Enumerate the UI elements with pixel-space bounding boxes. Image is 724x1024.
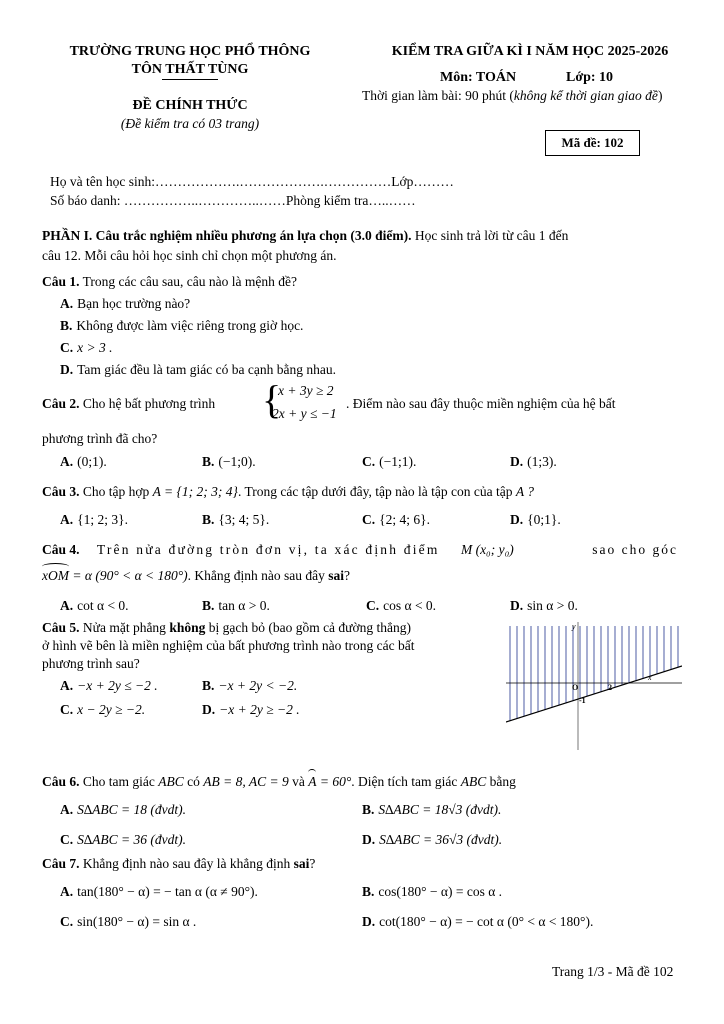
q4-option-c-text: cos α < 0. bbox=[383, 598, 437, 613]
time-suffix: ) bbox=[657, 88, 663, 103]
q7-option-a-text: tan(180° − α) = − tan α (α ≠ 90°). bbox=[77, 884, 258, 899]
q4-option-b[interactable]: B. tan α > 0. bbox=[202, 598, 270, 613]
q3-text-post: . Trong các tập dưới đây, tập nào là tập con của tập bbox=[237, 484, 513, 499]
q3-text-pre: Cho tập hợp bbox=[82, 484, 150, 499]
q1-option-a[interactable]: A. Bạn học trường nào? bbox=[60, 296, 191, 311]
q2-option-c-text: (−1;1). bbox=[379, 454, 417, 469]
q6-equals: bằng bbox=[489, 774, 516, 789]
q2-eq1: x + 3y ≥ 2 bbox=[278, 383, 334, 398]
q5-option-d[interactable]: D. −x + 2y ≥ −2 . bbox=[202, 702, 300, 717]
student-id-line: Số báo danh: ……………..…………..……Phòng kiểm tra…..…… bbox=[50, 193, 416, 208]
q4-option-a[interactable]: A. cot α < 0. bbox=[60, 598, 129, 613]
q7-option-d[interactable]: D. cot(180° − α) = − cot α (0° < α < 180°). bbox=[362, 914, 594, 929]
q2-option-a[interactable]: A. (0;1). bbox=[60, 454, 107, 469]
q7-number: Câu 7. bbox=[42, 856, 80, 871]
student-name-line: Họ và tên học sinh:……………….……………….……………Lớp……… bbox=[50, 174, 454, 189]
q5-option-a-text: −x + 2y ≤ −2 . bbox=[77, 678, 158, 693]
q5-graph bbox=[506, 622, 682, 750]
q1-stem bbox=[42, 274, 297, 290]
q3-option-a[interactable]: A. {1; 2; 3}. bbox=[60, 512, 128, 527]
q5-stem-line3: phương trình sau? bbox=[42, 656, 140, 671]
q4-sai: sai bbox=[328, 568, 345, 583]
q1-number: Câu 1. bbox=[42, 274, 80, 289]
q4-option-c[interactable]: C. cos α < 0. bbox=[366, 598, 437, 613]
q5-stem-line1 bbox=[42, 620, 411, 636]
time-italic: không kể thời gian giao đề bbox=[513, 88, 658, 103]
q4-point: M (x₀; y₀) bbox=[460, 542, 514, 557]
official-label: ĐỀ CHÍNH THỨC bbox=[132, 98, 248, 113]
q6-stem bbox=[42, 774, 516, 790]
q4-option-d-text: sin α > 0. bbox=[527, 598, 578, 613]
q7-option-c[interactable]: C. sin(180° − α) = sin α . bbox=[60, 914, 197, 929]
q2-text-post: . Điểm nào sau đây thuộc miền nghiệm của hệ bất bbox=[346, 396, 616, 411]
q5-l1-post: bị gạch bỏ (bao gồm cả đường thẳng) bbox=[208, 620, 411, 635]
q3-stem bbox=[42, 484, 534, 500]
q5-graph-hatching bbox=[510, 626, 678, 721]
q6-and: và bbox=[292, 774, 305, 789]
q4-stem-line1 bbox=[42, 542, 682, 558]
part1-header bbox=[42, 228, 568, 244]
time-prefix: Thời gian làm bài: 90 phút ( bbox=[362, 88, 514, 103]
q6-option-a[interactable]: A. S∆ABC = 18 (đvdt). bbox=[60, 802, 186, 817]
q4-number: Câu 4. bbox=[42, 542, 80, 557]
q5-graph-y-tick: -1 bbox=[579, 696, 586, 705]
q3-option-b[interactable]: B. {3; 4; 5}. bbox=[202, 512, 270, 527]
q4-stem-line2 bbox=[42, 568, 350, 584]
q4-option-a-text: cot α < 0. bbox=[77, 598, 129, 613]
q6-triangle: ABC bbox=[158, 774, 184, 789]
q1-option-d[interactable]: D. Tam giác đều là tam giác có ba cạnh bằng nhau. bbox=[60, 362, 336, 377]
q5-graph-origin-label: O bbox=[572, 683, 579, 692]
q1-option-c-text: x > 3 . bbox=[77, 340, 113, 355]
q3-number: Câu 3. bbox=[42, 484, 80, 499]
q2-eq2: 2x + y ≤ −1 bbox=[272, 406, 337, 421]
q3-option-c[interactable]: C. {2; 4; 6}. bbox=[362, 512, 430, 527]
q2-option-d-text: (1;3). bbox=[527, 454, 557, 469]
q6-triangle-2: ABC bbox=[460, 774, 487, 789]
q2-text-pre: Cho hệ bất phương trình bbox=[82, 396, 216, 411]
q1-option-b-text: Không được làm việc riêng trong giờ học. bbox=[76, 318, 304, 333]
subject: Môn: TOÁN bbox=[440, 70, 517, 85]
q1-option-c[interactable]: C. x > 3 . bbox=[60, 340, 113, 355]
q3-option-a-text: {1; 2; 3}. bbox=[77, 512, 128, 527]
part1-title: PHẦN I. Câu trắc nghiệm nhiều phương án lựa chọn (3.0 điểm). bbox=[42, 228, 412, 243]
q7-text-pre: Khẳng định nào sau đây là khẳng định bbox=[82, 856, 291, 871]
q7-option-b[interactable]: B. cos(180° − α) = cos α . bbox=[362, 884, 503, 899]
q3-option-c-text: {2; 4; 6}. bbox=[379, 512, 430, 527]
q3-option-b-text: {3; 4; 5}. bbox=[218, 512, 270, 527]
q1-text: Trong các câu sau, câu nào là mệnh đề? bbox=[82, 274, 297, 289]
exam-code-box bbox=[545, 130, 640, 156]
q4-q-end: ? bbox=[344, 568, 351, 583]
part1-instruction-1: Học sinh trả lời từ câu 1 đến bbox=[414, 228, 569, 243]
q2-system-brace: { bbox=[262, 377, 282, 422]
q5-graph-x-tick: 2 bbox=[608, 683, 612, 692]
q3-set-a: A ? bbox=[515, 484, 534, 499]
q6-option-d-text: S∆ABC = 36√3 (đvdt). bbox=[379, 832, 503, 847]
q2-option-a-text: (0;1). bbox=[77, 454, 107, 469]
q4-text-line2: . Khẳng định nào sau đây bbox=[187, 568, 325, 583]
q4-option-d[interactable]: D. sin α > 0. bbox=[510, 598, 578, 613]
q4-angle-cond: = α (90° < α < 180°) bbox=[72, 568, 188, 583]
q4-angle: xOM bbox=[42, 568, 69, 584]
q7-q-end: ? bbox=[309, 856, 316, 871]
q2-number: Câu 2. bbox=[42, 396, 80, 411]
q6-text-mid: có bbox=[187, 774, 200, 789]
q5-option-b[interactable]: B. −x + 2y < −2. bbox=[202, 678, 298, 693]
q6-option-c-text: S∆ABC = 36 (đvdt). bbox=[77, 832, 186, 847]
q6-text-post: . Diện tích tam giác bbox=[351, 774, 458, 789]
q7-option-d-text: cot(180° − α) = − cot α (0° < α < 180°). bbox=[379, 914, 594, 929]
q3-option-d[interactable]: D. {0;1}. bbox=[510, 512, 561, 527]
q6-option-a-text: S∆ABC = 18 (đvdt). bbox=[77, 802, 186, 817]
q6-angle: A bbox=[308, 774, 316, 790]
q6-text-pre: Cho tam giác bbox=[82, 774, 155, 789]
q4-text-post: sao cho góc bbox=[592, 542, 678, 557]
school-name-line1: TRƯỜNG TRUNG HỌC PHỔ THÔNG bbox=[69, 44, 311, 59]
q5-graph-x-label: x bbox=[648, 673, 652, 682]
q5-option-a[interactable]: A. −x + 2y ≤ −2 . bbox=[60, 678, 158, 693]
q4-text-pre: Trên nửa đường tròn đơn vị, ta xác định điểm bbox=[96, 542, 440, 557]
part1-instruction-2: câu 12. Mỗi câu hỏi học sinh chỉ chọn một phương án. bbox=[42, 248, 337, 263]
q6-option-c[interactable]: C. S∆ABC = 36 (đvdt). bbox=[60, 832, 186, 847]
q6-condition: AB = 8, AC = 9 bbox=[203, 774, 289, 789]
q5-option-c-text: x − 2y ≥ −2. bbox=[77, 702, 146, 717]
q7-sai: sai bbox=[293, 856, 310, 871]
q5-l1-pre: Nửa mặt phẳng bbox=[82, 620, 166, 635]
school-underline bbox=[162, 79, 218, 80]
q7-stem bbox=[42, 856, 315, 872]
q3-set: A = {1; 2; 3; 4} bbox=[152, 484, 238, 499]
q7-option-b-text: cos(180° − α) = cos α . bbox=[378, 884, 503, 899]
grade: Lớp: 10 bbox=[566, 70, 614, 85]
q2-option-d[interactable]: D. (1;3). bbox=[510, 454, 557, 469]
q1-option-a-text: Bạn học trường nào? bbox=[77, 296, 191, 311]
q5-option-d-text: −x + 2y ≥ −2 . bbox=[219, 702, 300, 717]
q1-option-d-text: Tam giác đều là tam giác có ba cạnh bằng nhau. bbox=[77, 362, 336, 377]
q6-angle-value: = 60° bbox=[319, 774, 352, 789]
q2-option-c[interactable]: C. (−1;1). bbox=[362, 454, 417, 469]
q2-option-b[interactable]: B. (−1;0). bbox=[202, 454, 256, 469]
time-limit bbox=[362, 88, 662, 104]
q6-option-b[interactable]: B. S∆ABC = 18√3 (đvdt). bbox=[362, 802, 502, 817]
q5-option-b-text: −x + 2y < −2. bbox=[218, 678, 298, 693]
q6-number: Câu 6. bbox=[42, 774, 80, 789]
q5-number: Câu 5. bbox=[42, 620, 80, 635]
pages-note: (Đề kiểm tra có 03 trang) bbox=[120, 116, 260, 131]
exam-code: Mã đề: 102 bbox=[561, 135, 624, 150]
q2-option-b-text: (−1;0). bbox=[218, 454, 256, 469]
q2-stem-start bbox=[42, 396, 215, 412]
q2-text-line2: phương trình đã cho? bbox=[42, 431, 158, 446]
page-footer: Trang 1/3 - Mã đề 102 bbox=[552, 964, 674, 979]
q5-khong: không bbox=[169, 620, 206, 635]
q6-option-b-text: S∆ABC = 18√3 (đvdt). bbox=[378, 802, 502, 817]
q3-option-d-text: {0;1}. bbox=[527, 512, 561, 527]
exam-title: KIỂM TRA GIỮA KÌ I NĂM HỌC 2025-2026 bbox=[391, 44, 669, 59]
q7-option-c-text: sin(180° − α) = sin α . bbox=[77, 914, 197, 929]
q1-option-b[interactable]: B. Không được làm việc riêng trong giờ học. bbox=[60, 318, 304, 333]
school-name-line2: TÔN THẤT TÙNG bbox=[131, 62, 249, 77]
q5-graph-y-label: y bbox=[572, 622, 576, 631]
q6-option-d[interactable]: D. S∆ABC = 36√3 (đvdt). bbox=[362, 832, 503, 847]
q7-option-a[interactable]: A. tan(180° − α) = − tan α (α ≠ 90°). bbox=[60, 884, 258, 899]
q5-stem-line2: ở hình vẽ bên là miền nghiệm của bất phương trình nào trong các bất bbox=[42, 638, 415, 653]
q4-option-b-text: tan α > 0. bbox=[218, 598, 270, 613]
q5-option-c[interactable]: C. x − 2y ≥ −2. bbox=[60, 702, 146, 717]
